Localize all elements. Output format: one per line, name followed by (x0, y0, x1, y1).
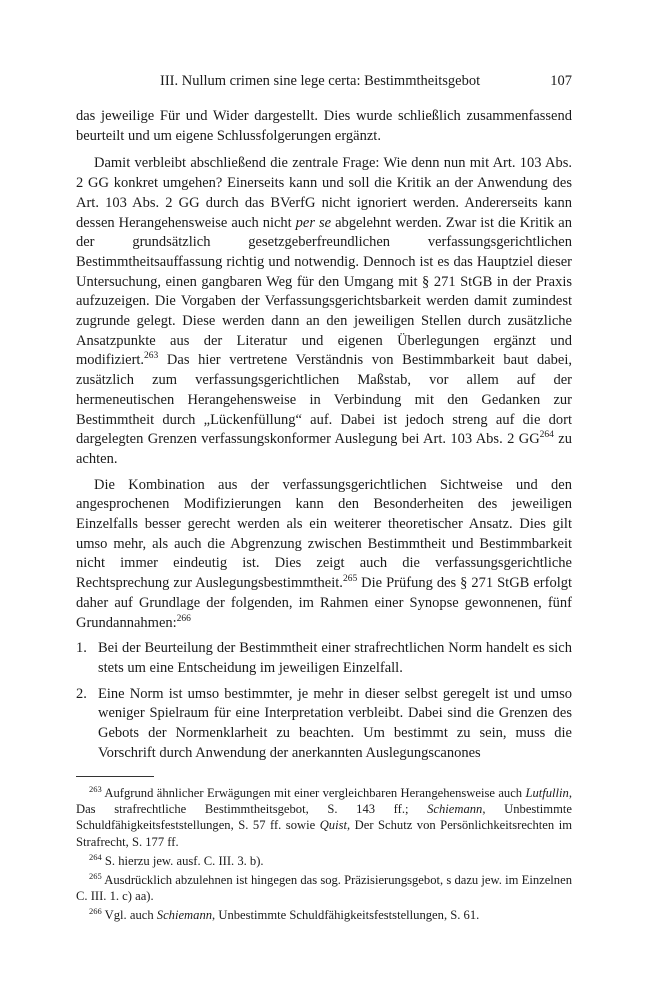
footnote-266 (76, 907, 572, 923)
list-item-number: 2. (76, 685, 87, 702)
footnote-264 (76, 853, 572, 869)
footnote-263 (76, 785, 572, 850)
footnote-number: 263 (89, 784, 102, 794)
footnote-text: S. hierzu jew. ausf. C. III. 3. b). (101, 853, 264, 868)
page-number: 107 (550, 73, 572, 89)
footnote-ref-266[interactable]: 266 (176, 613, 191, 624)
list-item (76, 685, 572, 764)
paragraph-2-text-b: abgelehnt werden. Zwar ist die Kritik an der grundsätzlich gesetzgeberfreundlichen verfassungsgerichtlichen Bestimmtheitsauffassung richtig und notwendig. Dennoch ist es das Hauptziel dieser Untersuchung, einen gangbaren Weg für den Umgang mit § 271 StGB in der Praxis aufzuzeigen. Die Vorgaben der Verfassungsgerichtsbarkeit werden damit zumindest zugrunde gelegt. Diese werden dann an den jeweiligen Stellen durch zusätzliche Ansatzpunkte aus der Literatur und eigenen Überlegungen ergänzt und modifiziert. (76, 214, 572, 369)
paragraph-2-italic: per se (295, 214, 332, 231)
paragraph-3-text-b: Die Prüfung des § 271 StGB erfolgt daher auf Grundlage der folgenden, im Rahmen einer Synopse gewonnenen, fünf Grundannahmen: (76, 575, 572, 631)
footnote-number: 265 (89, 871, 102, 882)
paragraph-2 (76, 154, 572, 469)
footnotes (76, 785, 572, 927)
footnote-text: Ausdrücklich abzulehnen ist hingegen das sog. Präzisierungsgebot, s dazu jew. im Einzelnen C. III. 1. c) aa). (76, 873, 572, 904)
list-item-number: 1. (76, 640, 87, 657)
footnote-ref-264[interactable]: 264 (539, 430, 554, 441)
footnote-text: , Unbestimmte Schuldfähigkeitsfeststellungen, S. 61. (212, 908, 480, 923)
footnote-separator (76, 776, 154, 777)
footnote-265 (76, 872, 572, 904)
footnote-text: Vgl. auch (101, 908, 157, 923)
main-text (76, 107, 572, 770)
footnote-text: , Der Schutz von Persönlichkeitsrechten im Strafrecht, S. 177 ff. (76, 818, 572, 849)
footnote-text: , Das strafrechtliche Bestimmtheitsgebot, S. 143 ff.; (76, 786, 572, 817)
running-header (76, 73, 572, 93)
paragraph-3 (76, 476, 572, 634)
footnote-ref-265[interactable]: 265 (342, 574, 358, 585)
footnote-author: Lutfullin (525, 786, 569, 800)
list-item-text: Bei der Beurteilung der Bestimmtheit einer strafrechtlichen Norm handelt es sich stets um eine Entscheidung im jeweiligen Einzelfall. (98, 640, 572, 676)
paragraph-2-text-c: Das hier vertretene Verständnis von Bestimmbarkeit baut dabei, zusätzlich zum verfassungsgerichtlichen Maßstab, vor allem auf der hermeneutischen Herangehensweise in Verbindung mit den Gedanken zur Bestimmtheit durch „Lückenfüllung“ auf. Dabei ist jedoch streng auf die dort dargelegten Grenzen verfassungskonformer Auslegung bei Art. 103 Abs. 2 GG (76, 352, 572, 448)
running-title: III. Nullum crimen sine lege certa: Bestimmtheitsgebot (160, 73, 481, 89)
thesis-list (76, 639, 572, 763)
footnote-ref-263[interactable]: 263 (144, 351, 159, 362)
footnote-text: , Unbestimmte Schuldfähigkeitsfeststellungen, S. 57 ff. sowie (76, 802, 572, 833)
paragraph-2-text-d: zu achten. (76, 431, 572, 467)
footnote-author: Quist (319, 818, 347, 833)
footnote-author: Schiemann (427, 802, 483, 817)
list-item (76, 639, 572, 678)
footnote-number: 266 (89, 906, 102, 917)
paragraph-2-text-a: Damit verbleibt abschließend die zentrale Frage: Wie denn nun mit Art. 103 Abs. 2 GG konkret umgehen? Einerseits kann und soll die Kritik an der Anwendung des Art. 103 Abs. 2 GG durch das BVerfG nicht ignoriert werden. Andererseits kann dessen Herangehensweise auch nicht (76, 155, 572, 231)
paragraph-1: das jeweilige Für und Wider dargestellt. Dies wurde schließlich zusammenfassend beurteilt und um eigene Schlussfolgerungen ergänzt. (76, 108, 572, 144)
footnote-author: Schiemann (156, 908, 213, 923)
footnote-number: 264 (89, 851, 102, 862)
footnote-text: Aufgrund ähnlicher Erwägungen mit einer vergleichbaren Herangehensweise auch (101, 786, 526, 800)
paragraph-3-text-a: Die Kombination aus der verfassungsgerichtlichen Sichtweise und den angesprochenen Modifizierungen kann den Besonderheiten des jeweiligen Einzelfalls besser gerecht werden als ein weiterer theoretischer Ansatz. Dies gilt umso mehr, als auch die Abgrenzung zwischen Bestimmtheit und Bestimmbarkeit nicht immer eindeutig ist. Dies zeigt auch die verfassungsgerichtliche Rechtsprechung zur Auslegungsbestimmtheit. (76, 476, 572, 592)
list-item-text: Eine Norm ist umso bestimmter, je mehr in dieser selbst geregelt ist und umso weniger Spielraum für eine Interpretation verbleibt. Dabei sind die Grenzen des Gebots der Normenklarheit zu beachten. Um bestimmt zu sein, muss die Vorschrift durch Anwendung der anerkannten Auslegungscanones (98, 685, 572, 761)
